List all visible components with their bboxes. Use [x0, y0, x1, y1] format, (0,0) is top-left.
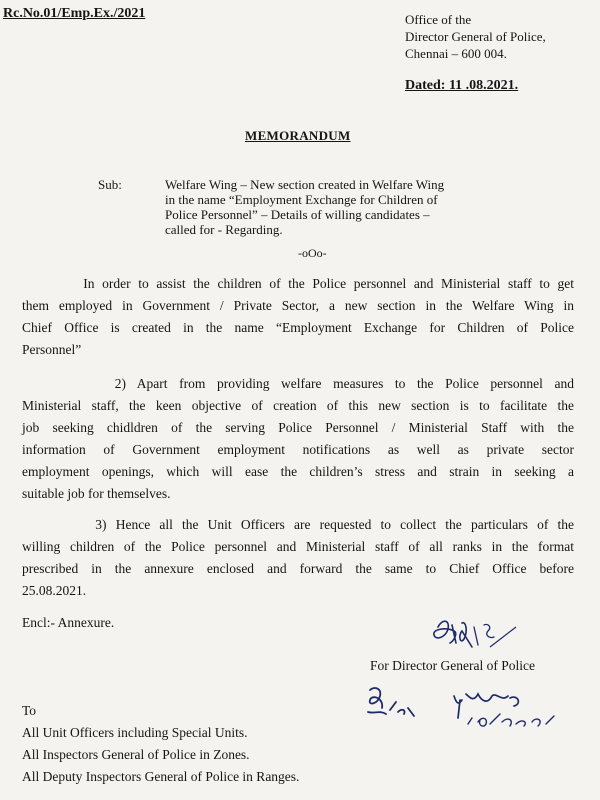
paragraph-2: [22, 373, 574, 505]
memo-title: MEMORANDUM: [245, 128, 351, 143]
office-line: Chennai – 600 004.: [405, 46, 507, 61]
recipient-line: All Inspectors General of Police in Zones.: [22, 747, 250, 762]
enclosure-note: Encl:- Annexure.: [22, 615, 115, 630]
paragraph-line: willing children of the Police personnel and Ministerial staff of all ranks in the format: [22, 539, 574, 554]
paragraph-line: employment openings, which will ease the children’s stress and strain in seeking a: [22, 464, 574, 479]
subject-line: Welfare Wing – New section created in Welfare Wing: [165, 177, 445, 192]
subject-line: Police Personnel” – Details of willing candidates –: [165, 207, 430, 222]
paragraph-line: information of Government employment notifications as well as private sector: [22, 442, 574, 457]
paragraph-3: [22, 514, 574, 602]
paragraph-line: them employed in Government / Private Sector, a new section in the Welfare Wing in: [22, 298, 574, 313]
recipients-block: [22, 700, 299, 788]
subject-line: in the name “Employment Exchange for Children of: [165, 192, 438, 207]
paragraph-line: 2) Apart from providing welfare measures to the Police personnel and: [22, 376, 574, 391]
dated-label: Dated:: [405, 78, 446, 93]
paragraph-line: suitable job for themselves.: [22, 486, 171, 501]
director-signature: [428, 617, 523, 657]
signatory-line: For Director General of Police: [370, 658, 535, 673]
office-line: Office of the: [405, 12, 472, 27]
recipient-line: All Unit Officers including Special Units.: [22, 725, 248, 740]
paragraph-line: 3) Hence all the Unit Officers are requested to collect the particulars of the: [22, 517, 574, 532]
paragraph-1: [22, 273, 574, 361]
recipient-line: All Deputy Inspectors General of Police in Ranges.: [22, 769, 300, 784]
subject-line: called for - Regarding.: [165, 222, 283, 237]
subject-text: [165, 177, 510, 237]
to-label: To: [22, 703, 37, 718]
paragraph-line: In order to assist the children of the Police personnel and Ministerial staff to get: [22, 276, 574, 291]
reference-number: Rc.No.01/Emp.Ex./2021: [3, 6, 146, 21]
paragraph-line: job seeking chidldren of the serving Police Personnel / Ministerial Staff with the: [22, 420, 574, 435]
office-address: [405, 11, 595, 62]
separator: -oOo-: [298, 246, 327, 260]
paragraph-line: 25.08.2021.: [22, 583, 87, 598]
paragraph-line: Chief Office is created in the name “Employment Exchange for Children of Police: [22, 320, 574, 335]
office-line: Director General of Police,: [405, 29, 546, 44]
subject-label: Sub:: [98, 177, 122, 192]
initial-signature-2: [448, 688, 563, 733]
initial-signature-1: [362, 684, 422, 724]
dated-line: [405, 78, 518, 94]
paragraph-line: Ministerial staff, the keen objective of creation of this new section is to facilitate the: [22, 398, 574, 413]
paragraph-line: prescribed in the annexure enclosed and forward the same to Chief Office before: [22, 561, 574, 576]
dated-value: 11 .08.2021.: [448, 78, 519, 93]
paragraph-line: Personnel”: [22, 342, 82, 357]
